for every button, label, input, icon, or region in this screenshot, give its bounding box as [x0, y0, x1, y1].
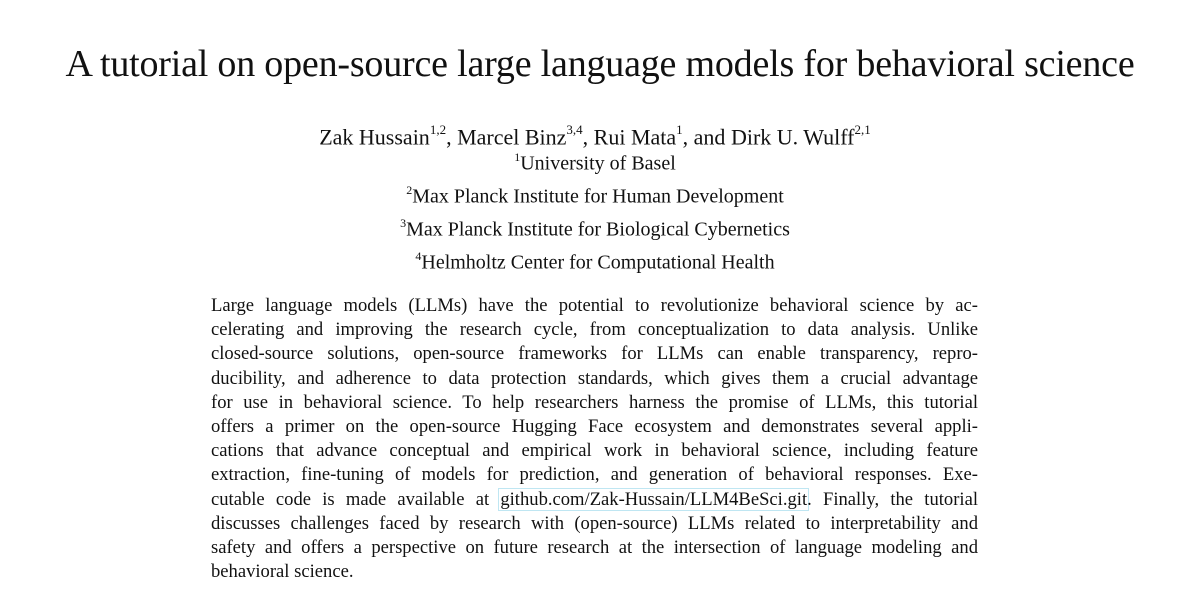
- author-name: Rui Mata: [593, 124, 677, 150]
- abstract-line: safety and offers a perspective on future research at the intersection of language modeling and: [211, 537, 978, 559]
- abstract-line: Large language models (LLMs) have the potential to revolutionize behavioral science by ac-: [211, 295, 978, 316]
- affiliation-marker: 3: [400, 215, 407, 230]
- affiliation: [0, 178, 1190, 211]
- abstract-line: for use in behavioral science. To help researchers harness the promise of LLMs, this tutorial: [211, 391, 978, 413]
- author-name: Zak Hussain: [319, 124, 430, 150]
- author-affiliation-marker: 1: [676, 122, 683, 137]
- author-separator: , and: [682, 124, 731, 150]
- github-repo-link[interactable]: github.com/Zak-Hussain/LLM4BeSci.git: [500, 488, 808, 510]
- author-affiliation-marker: 3,4: [566, 122, 583, 137]
- abstract-line: closed-source solutions, open-source frameworks for LLMs can enable transparency, repro-: [211, 343, 978, 365]
- paper-title: A tutorial on open-source large language models for behavioral science: [65, 43, 1135, 85]
- author-name: Dirk U. Wulff: [730, 124, 855, 150]
- affiliation: [0, 211, 1190, 244]
- affiliation-list: [0, 145, 1190, 277]
- author-separator: ,: [446, 124, 458, 150]
- affiliation: [0, 244, 1190, 277]
- abstract-line: behavioral science.: [211, 561, 354, 583]
- abstract-line: extraction, fine-tuning of models for prediction, and generation of behavioral responses. Exe-: [211, 464, 978, 486]
- abstract-line-with-link: [211, 488, 978, 512]
- affiliation-name: Max Planck Institute for Biological Cybernetics: [406, 218, 790, 241]
- abstract-line: cations that advance conceptual and empirical work in behavioral science, including feature: [211, 440, 978, 462]
- author-affiliation-marker: 2,1: [854, 122, 871, 137]
- abstract-text: . Finally, the tutorial: [807, 488, 978, 510]
- abstract-line: discusses challenges faced by research with (open-source) LLMs related to interpretability and: [211, 512, 978, 534]
- affiliation-marker: 4: [415, 248, 422, 263]
- affiliation-name: University of Basel: [520, 152, 676, 175]
- affiliation-marker: 1: [514, 150, 521, 164]
- author-name: Marcel Binz: [457, 124, 567, 150]
- affiliation: [0, 145, 1190, 178]
- author-affiliation-marker: 1,2: [429, 122, 447, 137]
- author-separator: ,: [582, 124, 594, 150]
- affiliation-marker: 2: [406, 182, 413, 197]
- affiliation-name: Helmholtz Center for Computational Health: [421, 251, 775, 274]
- affiliation-name: Max Planck Institute for Human Development: [412, 185, 784, 208]
- abstract-line: ducibility, and adherence to data protection standards, which gives them a crucial advantage: [211, 367, 978, 389]
- abstract-line: celerating and improving the research cycle, from conceptualization to data analysis. Unlike: [211, 319, 978, 341]
- abstract: [211, 294, 978, 584]
- abstract-text: cutable code is made available at: [211, 488, 501, 510]
- abstract-line: offers a primer on the open-source Hugging Face ecosystem and demonstrates several appli-: [211, 416, 978, 438]
